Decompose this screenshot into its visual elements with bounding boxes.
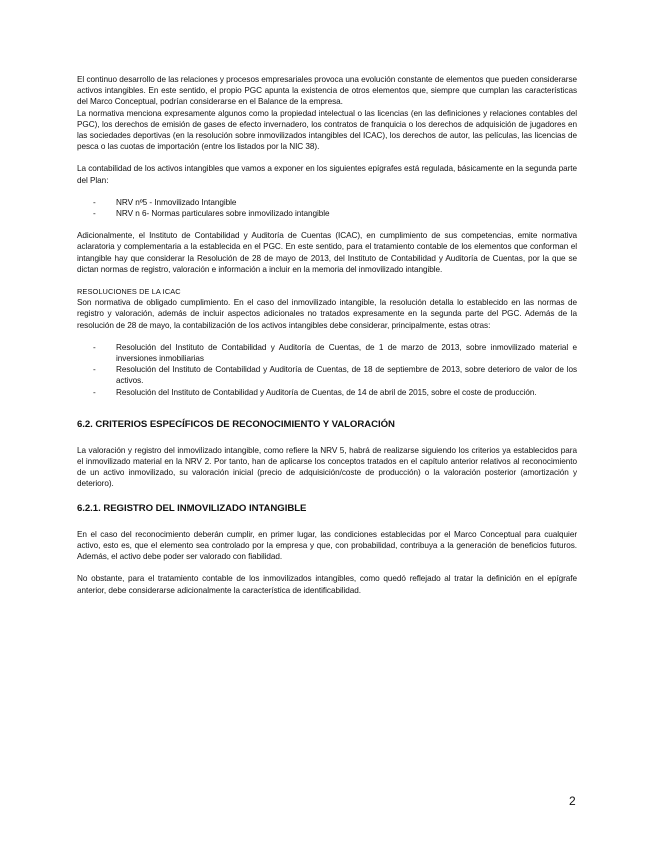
bullet: - [93,342,96,352]
page-number: 2 [569,794,576,808]
icac-paragraph: Son normativa de obligado cumplimiento. En el caso del inmovilizado intangible, la resolución detalla lo establecido en las normas de registro y valoración, además de incluir aspectos adicionales no tratados expresamente en la segunda parte del PGC. Además de la resolución de 28 de mayo, la contabilización de los activos intangibles debe considerar, principalmente, estas otras: [77,298,577,330]
icac-title: RESOLUCIONES DE LA ICAC [77,287,181,297]
section-6-2-1-paragraph-1: En el caso del reconocimiento deberán cumplir, en primer lugar, las condiciones establecidas por el Marco Conceptual para cualquier activo, esto es, que el elemento sea controlado por la empresa y que, con probabilidad, contribuya a la generación de beneficios futuros. Además, el activo debe poder ser valorado con fiabilidad. [77,529,577,562]
section-heading-6-2: 6.2. CRITERIOS ESPECÍFICOS DE RECONOCIMIENTO Y VALORACIÓN [77,418,395,430]
list-item: - Resolución del Instituto de Contabilidad y Auditoría de Cuentas, de 14 de abril de 2015, sobre el coste de producción. [93,387,537,397]
bullet: - [93,365,96,375]
intro-paragraph-1: El continuo desarrollo de las relaciones y procesos empresariales provoca una evolución constante de elementos que pueden considerarse activos intangibles. En este sentido, el propio PGC apunta la existencia de otros elementos que, siempre que cumplan las características del Marco Conceptual, podrían considerarse en el Balance de la empresa. [77,75,577,107]
section-heading-6-2-1: 6.2.1. REGISTRO DEL INMOVILIZADO INTANGIBLE [77,502,307,514]
intro-paragraph-3: La contabilidad de los activos intangibles que vamos a exponer en los siguientes epígrafes está regulada, básicamente en la segunda parte del Plan: [77,164,577,185]
list-item: - NRV nº5 - Inmovilizado Intangible [93,197,237,207]
page-content [77,74,577,596]
list-item: - Resolución del Instituto de Contabilidad y Auditoría de Cuentas, de 1 de marzo de 2013, sobre inmovilizado material e inversiones inmobiliarias [93,342,577,364]
list-item: - Resolución del Instituto de Contabilidad y Auditoría de Cuentas, de 18 de septiembre de 2013, sobre deterioro de valor de los activos. [93,365,577,386]
bullet: - [93,197,96,207]
bullet: - [93,387,96,397]
intro-paragraph-2: La normativa menciona expresamente algunos como la propiedad intelectual o las licencias (en las definiciones y relaciones contables del PGC), los derechos de emisión de gases de efecto invernadero, los contratos de franquicia o los derechos de adquisición de jugadores en las sociedades deportivas (en la resolución sobre inmovilizados intangibles del ICAC), los derechos de autor, las películas, las licencias de pesca o las cuotas de importación (entre los listados por la NIC 38). [77,108,577,152]
section-6-2-1-paragraph-2: No obstante, para el tratamiento contable de los inmovilizados intangibles, como quedó reflejado al tratar la definición en el epígrafe anterior, debe considerarse adicionalmente la característica de identificabilidad. [77,574,577,595]
bullet: - [93,209,96,219]
list-item: - NRV n 6- Normas particulares sobre inmovilizado intangible [93,209,330,219]
nrv-list [77,197,577,219]
intro-paragraph-4: Adicionalmente, el Instituto de Contabilidad y Auditoría de Cuentas (ICAC), en cumplimiento de sus competencias, emite normativa aclaratoria y complementaria a la establecida en el PGC. En este sentido, para el tratamiento contable de los elementos que conforman el intangible hay que considerar la Resolución de 28 de mayo de 2013, del Instituto de Contabilidad y Auditoría de Cuentas, por la que se dictan normas de registro, valoración e información a incluir en la memoria del inmovilizado intangible. [77,231,577,274]
section-6-2-paragraph: La valoración y registro del inmovilizado intangible, como refiere la NRV 5, habrá de realizarse siguiendo los criterios ya establecidos para el inmovilizado material en la NRV 2. Por tanto, han de aplicarse los conceptos tratados en el capítulo anterior relativos al reconocimiento de un activo inmovilizado, su valoración inicial (precio de adquisición/coste de producción) o la valoración posterior (amortización y deterioro). [77,445,577,489]
icac-resolutions-list [77,342,577,398]
